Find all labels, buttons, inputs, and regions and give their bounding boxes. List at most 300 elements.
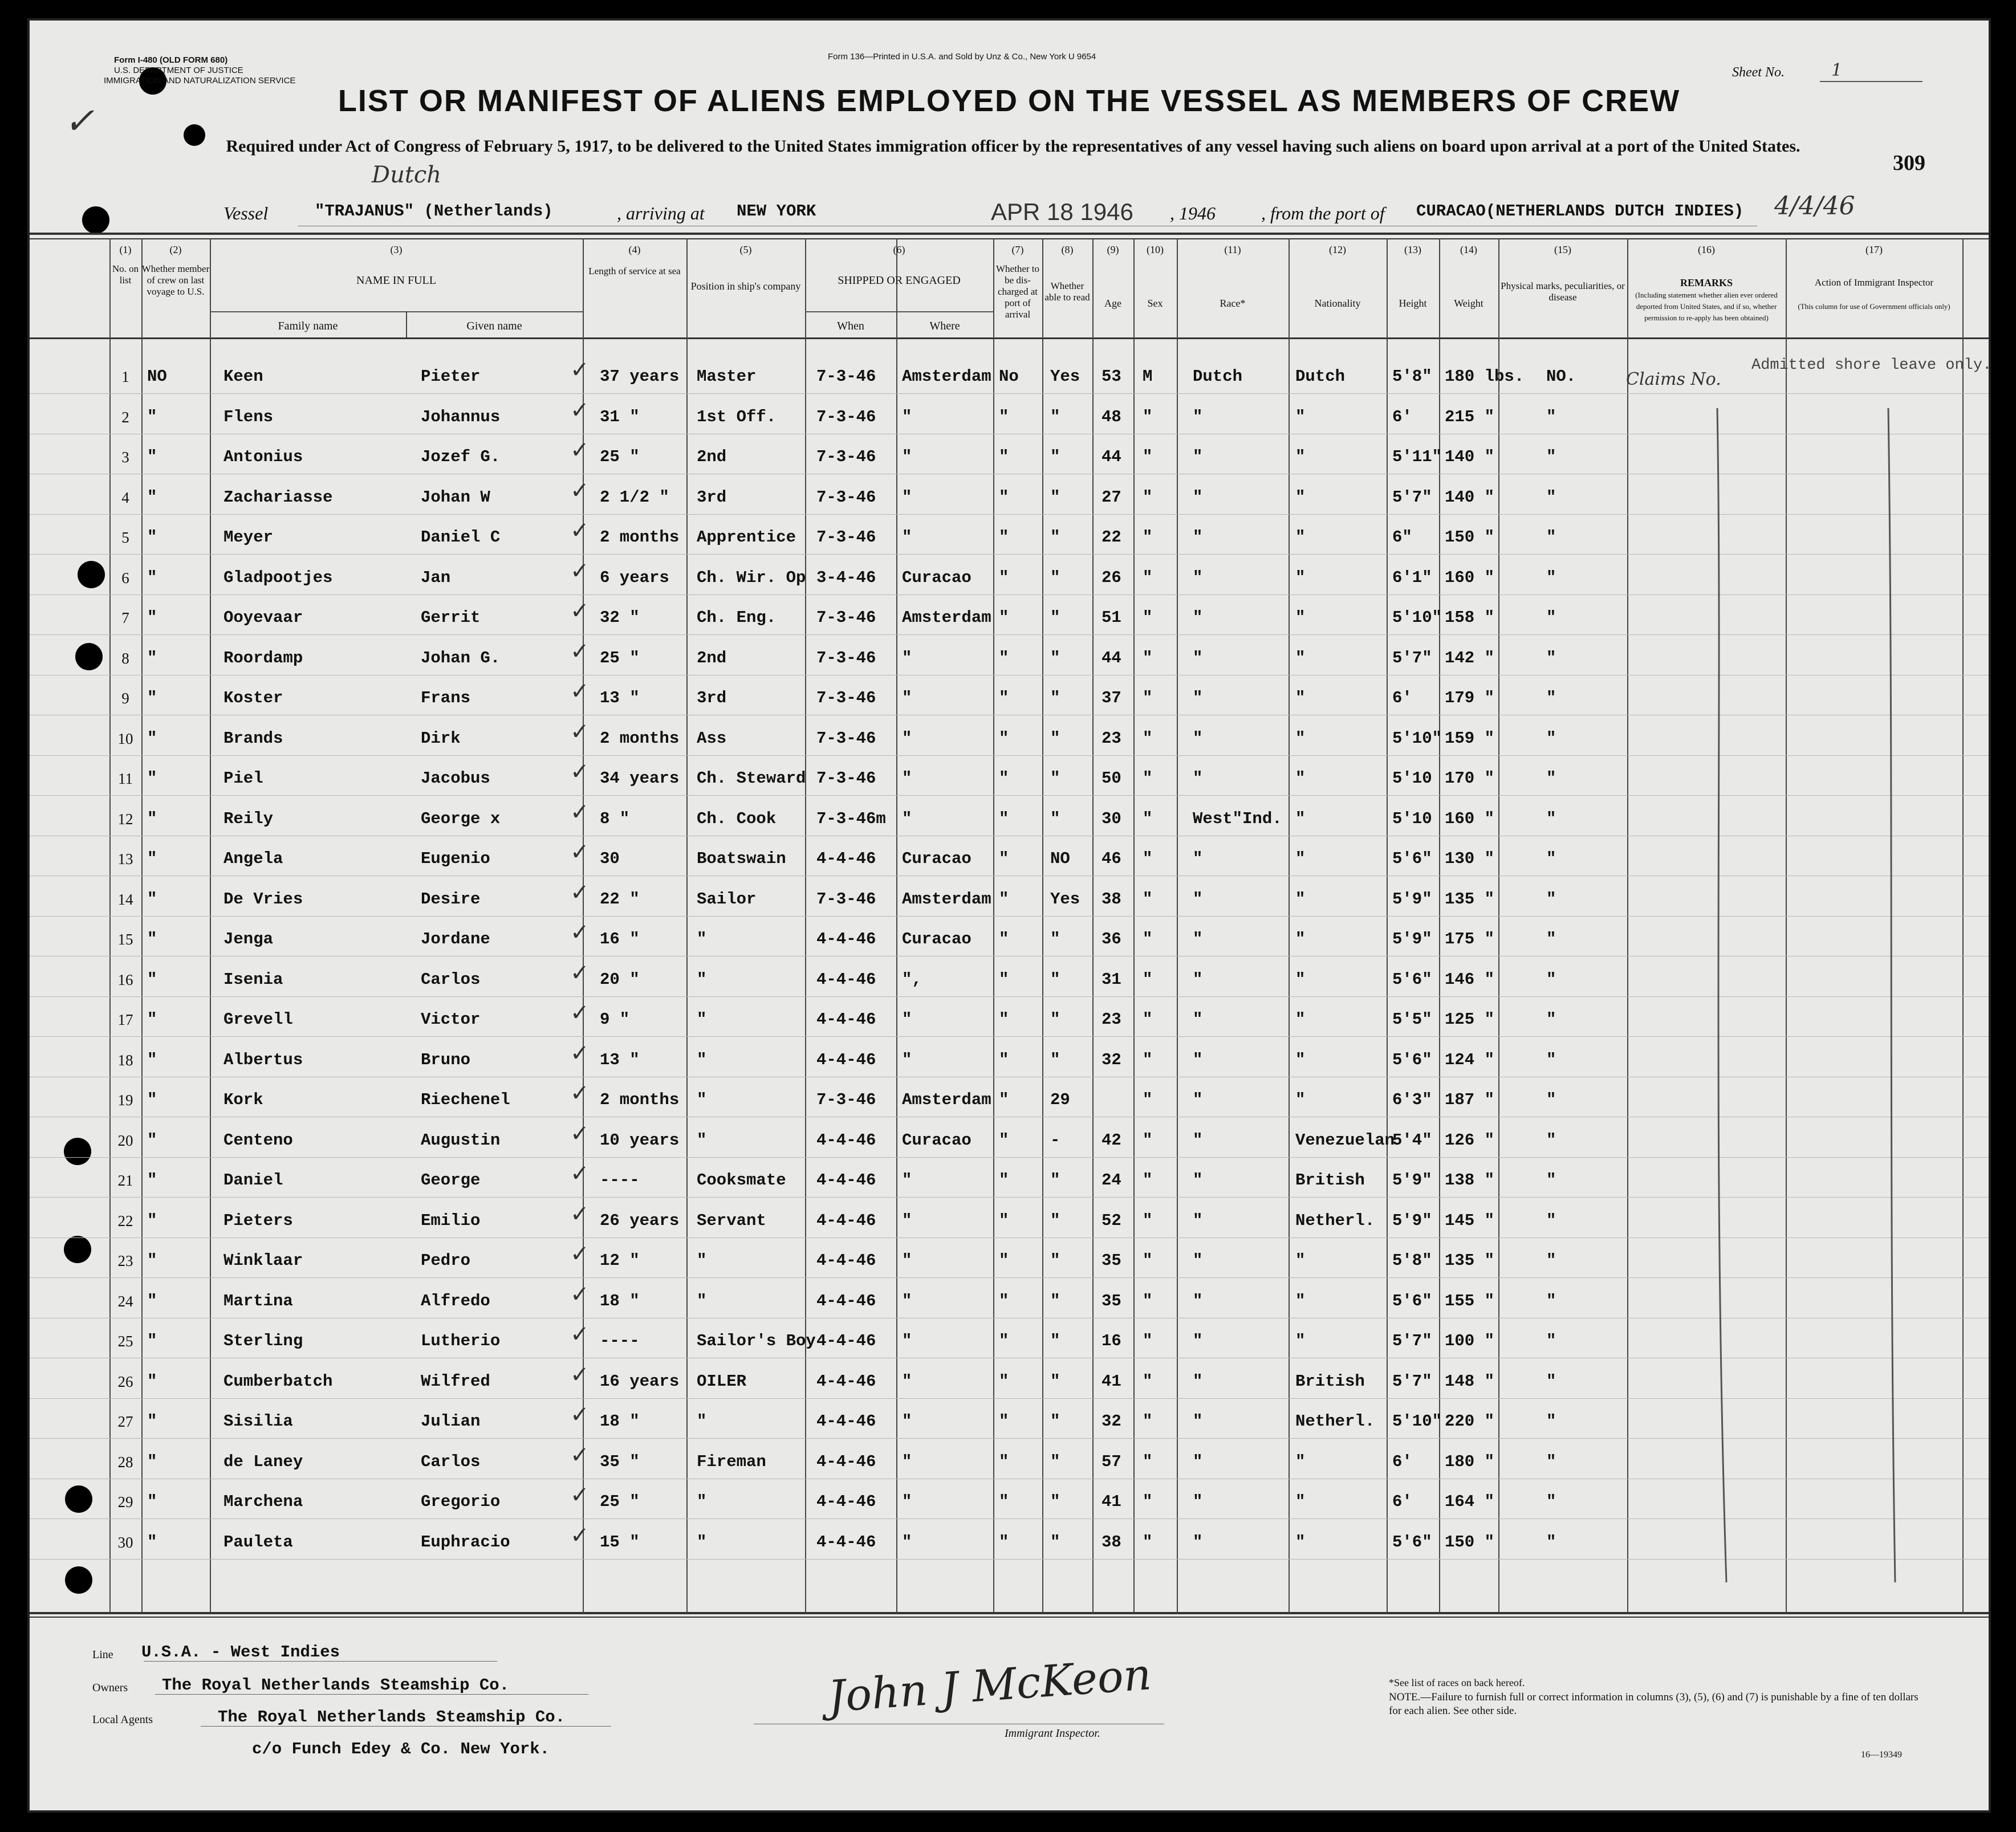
punch-hole [64,1236,91,1263]
sex-cell: " [1143,728,1153,748]
nationality-cell: " [1295,447,1306,466]
race-cell: " [1193,970,1203,989]
service-cell: 35 " [600,1452,640,1471]
physical-marks-cell: " [1546,849,1556,868]
position-cell: " [697,1010,707,1029]
discharged-cell: " [999,407,1009,426]
height-cell: 6'3" [1392,1090,1432,1109]
header-where: Where [929,320,960,332]
age-cell: 46 [1102,849,1121,868]
service-cell: 2 months [600,1090,680,1109]
physical-marks-cell: " [1546,447,1556,466]
position-cell: Ch. Eng. [697,608,777,627]
able-to-read-cell: NO [1050,849,1070,868]
physical-marks-cell: " [1546,689,1556,707]
able-to-read-cell: " [1050,689,1060,707]
shipped-where-cell: " [902,1371,912,1391]
last-voyage-cell: " [147,447,157,466]
age-cell: 35 [1102,1291,1121,1310]
able-to-read-cell: " [1050,1452,1060,1471]
nationality-cell: Dutch [1295,367,1346,386]
row-number: 16 [117,971,133,988]
column-number: (1) [119,244,132,255]
position-cell: OILER [697,1371,747,1391]
physical-marks-cell: " [1546,487,1556,507]
sex-cell: " [1143,528,1153,547]
race-cell: " [1193,1171,1203,1190]
check-mark: ✓ [570,799,590,825]
weight-cell: 138 " [1445,1171,1495,1190]
shipped-when-cell: 7-3-46m [816,809,886,828]
discharged-cell: " [999,1332,1009,1350]
check-mark: ✓ [570,1161,590,1187]
last-voyage-cell: " [147,970,157,989]
nationality-cell: " [1295,1251,1306,1270]
sex-cell: " [1143,407,1153,426]
shipped-where-cell: " [902,1492,912,1511]
race-note: *See list of races on back hereof. [1389,1677,1525,1688]
header-given-name: Given name [466,320,522,332]
race-cell: " [1193,769,1203,788]
family-name-cell: Ooyevaar [223,608,303,627]
last-voyage-cell: " [147,1090,157,1109]
row-number: 25 [117,1333,133,1350]
age-cell: 44 [1102,648,1121,667]
sex-cell: " [1143,889,1153,909]
age-cell: 48 [1102,407,1121,426]
handwritten-dutch: Dutch [372,162,442,188]
able-to-read-cell: " [1050,1050,1060,1069]
service-cell: 9 " [600,1010,630,1029]
shipped-where-cell: " [902,528,912,547]
shipped-when-cell: 7-3-46 [816,528,876,547]
nationality-cell: " [1295,1050,1306,1069]
service-cell: 2 months [600,728,680,748]
discharged-cell: " [999,1452,1009,1471]
check-mark: ✓ [570,959,590,986]
age-cell: 30 [1102,809,1121,828]
column-number: (8) [1061,244,1074,255]
height-cell: 5'6" [1392,849,1432,868]
shipped-where-cell: " [902,447,912,466]
able-to-read-cell: " [1050,970,1060,989]
nationality-cell: " [1295,728,1306,748]
physical-marks-cell: " [1546,889,1556,909]
discharged-cell: " [999,970,1009,989]
given-name-cell: Johan W [421,487,490,507]
shipped-where-cell: Curacao [902,568,972,587]
arriving-port: NEW YORK [737,202,816,221]
check-mark: ✓ [570,1241,590,1267]
age-cell: 32 [1102,1412,1121,1431]
race-cell: " [1193,407,1203,426]
discharged-cell: " [999,1090,1009,1109]
discharged-cell: " [999,809,1009,828]
shipped-when-cell: 7-3-46 [816,447,876,466]
family-name-cell: de Laney [223,1452,303,1471]
line-value: U.S.A. - West Indies [141,1643,340,1662]
position-cell: " [697,1492,707,1511]
nationality-cell: " [1295,648,1306,667]
shipped-where-cell: " [902,1452,912,1471]
header-able-to-read: Whether able to read [1044,280,1090,303]
physical-marks-cell: " [1546,1492,1556,1511]
sex-cell: " [1143,849,1153,868]
sex-cell: " [1143,1130,1153,1150]
header-no-on-list: No. on list [112,263,139,286]
shipped-where-cell: " [902,407,912,426]
check-mark: ✓ [570,919,590,946]
race-cell: " [1193,1090,1203,1109]
age-cell: 51 [1102,608,1121,627]
header-height: Height [1399,298,1427,309]
physical-marks-cell: " [1546,1412,1556,1431]
discharged-cell: " [999,447,1009,466]
column-number: (9) [1107,244,1119,255]
family-name-cell: Sisilia [223,1412,293,1431]
row-number: 19 [117,1092,133,1109]
service-cell: 20 " [600,970,640,989]
service-cell: ---- [600,1332,640,1350]
position-cell: " [697,1532,707,1552]
able-to-read-cell: " [1050,1010,1060,1029]
weight-cell: 135 " [1445,1251,1495,1270]
shipped-when-cell: 4-4-46 [816,849,876,868]
age-cell: 53 [1102,367,1121,386]
shipped-when-cell: 4-4-46 [816,930,876,948]
weight-cell: 187 " [1445,1090,1495,1109]
given-name-cell: Wilfred [421,1371,490,1391]
service-cell: 25 " [600,447,640,466]
physical-marks-cell: NO. [1546,367,1576,386]
service-cell: 2 1/2 " [600,487,669,507]
discharged-cell: " [999,487,1009,507]
nationality-cell: " [1295,849,1306,868]
sex-cell: " [1143,809,1153,828]
position-cell: Ch. Cook [697,809,777,828]
last-voyage-cell: " [147,1371,157,1391]
nationality-cell: " [1295,930,1306,948]
discharged-cell: " [999,849,1009,868]
service-cell: 12 " [600,1251,640,1270]
given-name-cell: Emilio [421,1211,481,1230]
check-mark: ✓ [570,518,590,544]
from-label: , from the port of [1261,203,1385,223]
nationality-cell: " [1295,528,1306,547]
position-cell: Ass [697,728,727,748]
weight-cell: 145 " [1445,1211,1495,1230]
check-mark: ✓ [570,1482,590,1508]
height-cell: 5'9" [1392,1171,1432,1190]
able-to-read-cell: " [1050,487,1060,507]
vessel-name: "TRAJANUS" (Netherlands) [315,202,553,221]
position-cell: Ch. Steward [697,769,806,788]
check-mark: ✓ [570,1200,590,1227]
row-number: 22 [117,1212,133,1230]
header-race: Race* [1220,298,1246,309]
family-name-cell: Daniel [223,1171,283,1190]
height-cell: 5'6" [1392,970,1432,989]
family-name-cell: Sterling [223,1332,303,1350]
requirement-text: Required under Act of Congress of February 5, 1917, to be delivered to the United States immigration officer by the representatives of any vessel having such aliens on board upon arrival at a port of the United States. [226,137,1800,156]
weight-cell: 180 lbs. [1445,367,1525,386]
physical-marks-cell: " [1546,769,1556,788]
height-cell: 5'6" [1392,1050,1432,1069]
position-cell: Sailor [697,889,757,909]
position-cell: " [697,1291,707,1310]
physical-marks-cell: " [1546,1332,1556,1350]
physical-marks-cell: " [1546,568,1556,587]
given-name-cell: Jozef G. [421,447,501,466]
column-number: (11) [1224,244,1241,255]
service-cell: 25 " [600,648,640,667]
nationality-cell: " [1295,1010,1306,1029]
position-cell: " [697,970,707,989]
height-cell: 5'11" [1392,447,1442,466]
row-number: 15 [117,931,133,948]
able-to-read-cell: Yes [1050,889,1080,909]
height-cell: 5'8" [1392,1251,1432,1270]
nationality-cell: " [1295,1332,1306,1350]
discharged-cell: " [999,930,1009,948]
last-voyage-cell: " [147,1412,157,1431]
position-cell: Servant [697,1211,766,1230]
given-name-cell: Alfredo [421,1291,490,1310]
last-voyage-cell: " [147,1010,157,1029]
position-cell: Cooksmate [697,1171,786,1190]
race-cell: " [1193,1010,1203,1029]
physical-marks-cell: " [1546,1452,1556,1471]
shipped-where-cell: Curacao [902,1130,972,1150]
last-voyage-cell: " [147,1532,157,1552]
nationality-cell: " [1295,970,1306,989]
given-name-cell: Jordane [421,930,490,948]
row-number: 27 [117,1413,133,1430]
row-number: 8 [121,649,129,667]
remarks-ditto-lines [1683,385,1934,1639]
shipped-where-cell: ", [902,970,922,989]
position-cell: Ch. Wir. Op [697,568,806,587]
check-mark: ✓ [570,1000,590,1026]
shipped-where-cell: " [902,1291,912,1310]
last-voyage-cell: " [147,487,157,507]
row-number: 17 [117,1011,133,1028]
position-cell: 2nd [697,447,727,466]
sex-cell: " [1143,487,1153,507]
race-cell: " [1193,1532,1203,1552]
discharged-cell: " [999,728,1009,748]
age-cell: 38 [1102,889,1121,909]
column-number: (3) [390,244,403,255]
weight-cell: 148 " [1445,1371,1495,1391]
given-name-cell: Pieter [421,367,481,386]
header-when: When [837,320,864,332]
discharged-cell: " [999,1171,1009,1190]
shipped-where-cell: " [902,1010,912,1029]
weight-cell: 179 " [1445,689,1495,707]
service-cell: 32 " [600,608,640,627]
discharged-cell: " [999,689,1009,707]
physical-marks-cell: " [1546,728,1556,748]
service-cell: 10 years [600,1130,680,1150]
weight-cell: 150 " [1445,1532,1495,1552]
nationality-cell: " [1295,1532,1306,1552]
nationality-cell: " [1295,889,1306,909]
family-name-cell: Isenia [223,970,283,989]
given-name-cell: Pedro [421,1251,471,1270]
race-cell: " [1193,1371,1203,1391]
height-cell: 6' [1392,1492,1412,1511]
height-cell: 6'1" [1392,568,1432,587]
punch-hole [65,1485,92,1513]
weight-cell: 135 " [1445,889,1495,909]
family-name-cell: Gladpootjes [223,568,333,587]
row-number: 1 [121,368,129,385]
column-number: (7) [1011,244,1024,255]
check-mark: ✓ [570,598,590,624]
service-cell: 18 " [600,1291,640,1310]
shipped-where-cell: Amsterdam [902,889,991,909]
discharged-cell: " [999,648,1009,667]
able-to-read-cell: " [1050,1211,1060,1230]
height-cell: 5'9" [1392,930,1432,948]
service-cell: 6 years [600,568,669,587]
race-cell: " [1193,568,1203,587]
row-number: 2 [121,408,129,426]
check-mark: ✓ [570,678,590,705]
able-to-read-cell: Yes [1050,367,1080,386]
sex-cell: " [1143,1492,1153,1511]
shipped-where-cell: " [902,1211,912,1230]
shipped-when-cell: 4-4-46 [816,970,876,989]
position-cell: " [697,1090,707,1109]
age-cell: 52 [1102,1211,1121,1230]
last-voyage-cell: " [147,849,157,868]
service-cell: ---- [600,1171,640,1190]
race-cell: " [1193,1291,1203,1310]
height-cell: 5'10" [1392,608,1442,627]
given-name-cell: Johannus [421,407,501,426]
column-number: (14) [1460,244,1477,255]
handwritten-date: 4/4/46 [1774,192,1855,221]
punch-hole [78,561,105,588]
race-cell: " [1193,1211,1203,1230]
weight-cell: 124 " [1445,1050,1495,1069]
check-mark: ✓ [570,839,590,865]
inspector-label: Immigrant Inspector. [1005,1727,1100,1740]
age-cell: 16 [1102,1332,1121,1350]
position-cell: " [697,1050,707,1069]
last-voyage-cell: " [147,1291,157,1310]
height-cell: 6' [1392,407,1412,426]
owners-value: The Royal Netherlands Steamship Co. [162,1676,510,1695]
given-name-cell: Bruno [421,1050,471,1069]
sex-cell: " [1143,1050,1153,1069]
height-cell: 5'7" [1392,648,1432,667]
race-cell: " [1193,487,1203,507]
manifest-sheet [27,18,1991,1813]
discharged-cell: " [999,1412,1009,1431]
last-voyage-cell: " [147,1171,157,1190]
able-to-read-cell: " [1050,648,1060,667]
header-physical-marks: Physical marks, peculiarities, or disease [1501,280,1625,303]
race-cell: " [1193,447,1203,466]
shipped-when-cell: 4-4-46 [816,1492,876,1511]
row-number: 28 [117,1453,133,1471]
family-name-cell: Koster [223,689,283,707]
shipped-where-cell: " [902,487,912,507]
height-cell: 5'8" [1392,367,1432,386]
physical-marks-cell: " [1546,1211,1556,1230]
row-number: 14 [117,890,133,908]
sex-cell: " [1143,568,1153,587]
service-cell: 16 years [600,1371,680,1391]
physical-marks-cell: " [1546,1371,1556,1391]
shipped-when-cell: 7-3-46 [816,728,876,748]
shipped-where-cell: " [902,728,912,748]
race-cell: " [1193,1251,1203,1270]
column-number: (5) [739,244,752,255]
header-family-name: Family name [278,320,338,332]
position-cell: Boatswain [697,849,786,868]
header-weight: Weight [1454,298,1483,309]
discharged-cell: " [999,1251,1009,1270]
row-number: 3 [121,449,129,466]
able-to-read-cell: " [1050,608,1060,627]
discharged-cell: " [999,1371,1009,1391]
discharged-cell: " [999,1211,1009,1230]
discharged-cell: " [999,528,1009,547]
discharged-cell: " [999,608,1009,627]
check-mark: ✓ [570,718,590,745]
service-cell: 25 " [600,1492,640,1511]
check-mark: ✓ [570,1442,590,1468]
check-mark: ✓ [570,879,590,906]
weight-cell: 140 " [1445,487,1495,507]
service-cell: 13 " [600,1050,640,1069]
nationality-cell: " [1295,809,1306,828]
weight-cell: 158 " [1445,608,1495,627]
able-to-read-cell: " [1050,809,1060,828]
position-cell: " [697,930,707,948]
sex-cell: " [1143,1332,1153,1350]
sheet-number: 1 [1831,60,1843,80]
family-name-cell: Kork [223,1090,263,1109]
service-cell: 2 months [600,528,680,547]
age-cell: 23 [1102,728,1121,748]
check-mark: ✓ [570,1522,590,1549]
last-voyage-cell: " [147,608,157,627]
nationality-cell: Netherl. [1295,1412,1375,1431]
fine-note: NOTE.—Failure to furnish full or correct information in columns (3), (5), (6) and (7) is punishable by a fine of ten dollars for each alien. See other side. [1389,1691,1919,1717]
discharged-cell: " [999,769,1009,788]
service-cell: 18 " [600,1412,640,1431]
age-cell: 22 [1102,528,1121,547]
remarks-claims: Claims No. [1626,369,1721,389]
physical-marks-cell: " [1546,608,1556,627]
weight-cell: 215 " [1445,407,1495,426]
age-cell: 42 [1102,1130,1121,1150]
age-cell: 35 [1102,1251,1121,1270]
check-mark: ✓ [64,100,95,143]
given-name-cell: Eugenio [421,849,490,868]
column-number: (13) [1404,244,1421,255]
check-mark: ✓ [570,437,590,463]
sex-cell: " [1143,930,1153,948]
sex-cell: " [1143,1010,1153,1029]
shipped-where-cell: Curacao [902,930,972,948]
check-mark: ✓ [570,638,590,665]
